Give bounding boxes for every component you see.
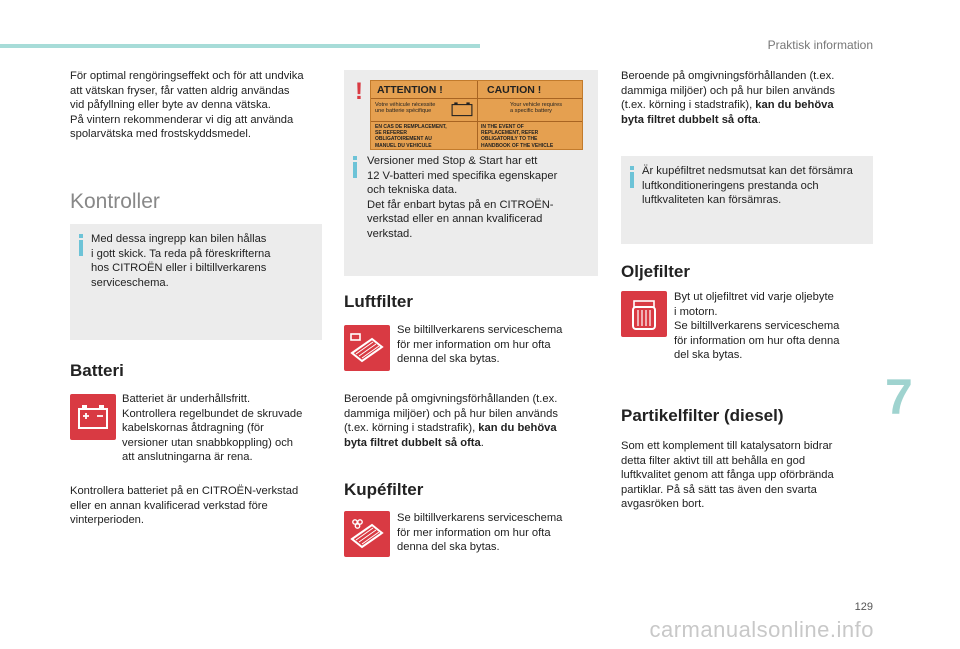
luftfilter-heading: Luftfilter xyxy=(344,292,413,311)
oil-filter-icon xyxy=(621,291,667,337)
washer-fluid-intro: För optimal rengöringseffekt och för att undvika att vätskan fryser, får vatten aldrig användas vid påfyllning eller byte av denna vätska. På vintern rekommenderar vi dig att använda spolarvätska med frostskyddsmedel. xyxy=(70,70,304,141)
page-header-title: Praktisk information xyxy=(767,38,873,52)
warning-exclamation-icon: ! xyxy=(355,78,363,105)
batteri-text: Batteriet är underhållsfritt. Kontrollera regelbundet de skruvade kabelskornas åtdragning (för versioner utan snabbkoppling) och att anslutningarna är rena. xyxy=(122,393,303,464)
kupefilter-conditions-text: Beroende på omgivningsförhållanden (t.ex. dammiga miljöer) och på hur bilen används (t.ex. körning i stadstrafik), kan du behöva byta filtret dubbelt så ofta. xyxy=(621,70,835,126)
chapter-number: 7 xyxy=(885,369,913,425)
watermark: carmanualsonline.info xyxy=(649,617,874,642)
battery-label-pictogram-icon xyxy=(451,101,473,117)
oljefilter-text: Byt ut oljefiltret vid varje oljebyte i motorn. Se biltillverkarens serviceschema för information om hur ofta denna del ska bytas. xyxy=(674,291,840,362)
battery-icon xyxy=(70,394,116,440)
battery-warning-label: ATTENTION ! CAUTION ! Votre véhicule nécessite une batterie spécifique Your vehicle requires a specific battery EN CAS DE REMPLACEMENT, SE REFERER OBLIGATOIREMENT AU MANUEL DU VEHICULE IN THE EVENT OF REPLACEMENT, REFER OBLIGATORILY TO THE HANDBOOK OF THE VEHICLE xyxy=(370,80,583,150)
oljefilter-heading: Oljefilter xyxy=(621,262,690,281)
header-accent-bar xyxy=(0,44,480,48)
cabin-filter-icon xyxy=(344,511,390,557)
stop-start-text: Versioner med Stop & Start har ett 12 V-batteri med specifika egenskaper och tekniska data. Det får enbart bytas på en CITROËN- verkstad eller en annan kvalificerad verkstad. xyxy=(367,155,558,240)
partikelfilter-text: Som ett komplement till katalysatorn bidrar detta filter aktivt till att behålla en god luftkvalitet genom att fånga upp oförbrända partiklar. På så sätt tas även den svarta avgasröken bort. xyxy=(621,440,834,511)
luftfilter-conditions-text: Beroende på omgivningsförhållanden (t.ex. dammiga miljöer) och på hur bilen används (t.ex. körning i stadstrafik), kan du behöva byta filtret dubbelt så ofta. xyxy=(344,393,558,449)
info-icon xyxy=(79,234,83,256)
kupefilter-text: Se biltillverkarens serviceschema för mer information om hur ofta denna del ska bytas. xyxy=(397,512,563,554)
air-filter-icon xyxy=(344,325,390,371)
kontroller-info-note: Med dessa ingrepp kan bilen hållas i gott skick. Ta reda på föreskrifterna hos CITROËN eller i biltillverkarens serviceschema. xyxy=(70,224,322,340)
kontroller-heading: Kontroller xyxy=(70,190,160,213)
partikelfilter-heading: Partikelfilter (diesel) xyxy=(621,406,784,425)
luftfilter-text: Se biltillverkarens serviceschema för mer information om hur ofta denna del ska bytas. xyxy=(397,324,563,366)
kupefilter-heading: Kupéfilter xyxy=(344,480,424,499)
info-icon xyxy=(353,156,357,178)
kupefilter-info-note: Är kupéfiltret nedsmutsat kan det försämra luftkonditioneringens prestanda och luftkvaliteten kan försämras. xyxy=(621,156,873,244)
batteri-heading: Batteri xyxy=(70,361,124,380)
info-icon xyxy=(630,166,634,188)
batteri-winter-text: Kontrollera batteriet på en CITROËN-verkstad eller en annan kvalificerad verkstad före vinterperioden. xyxy=(70,485,299,527)
page-number: 129 xyxy=(854,601,873,613)
